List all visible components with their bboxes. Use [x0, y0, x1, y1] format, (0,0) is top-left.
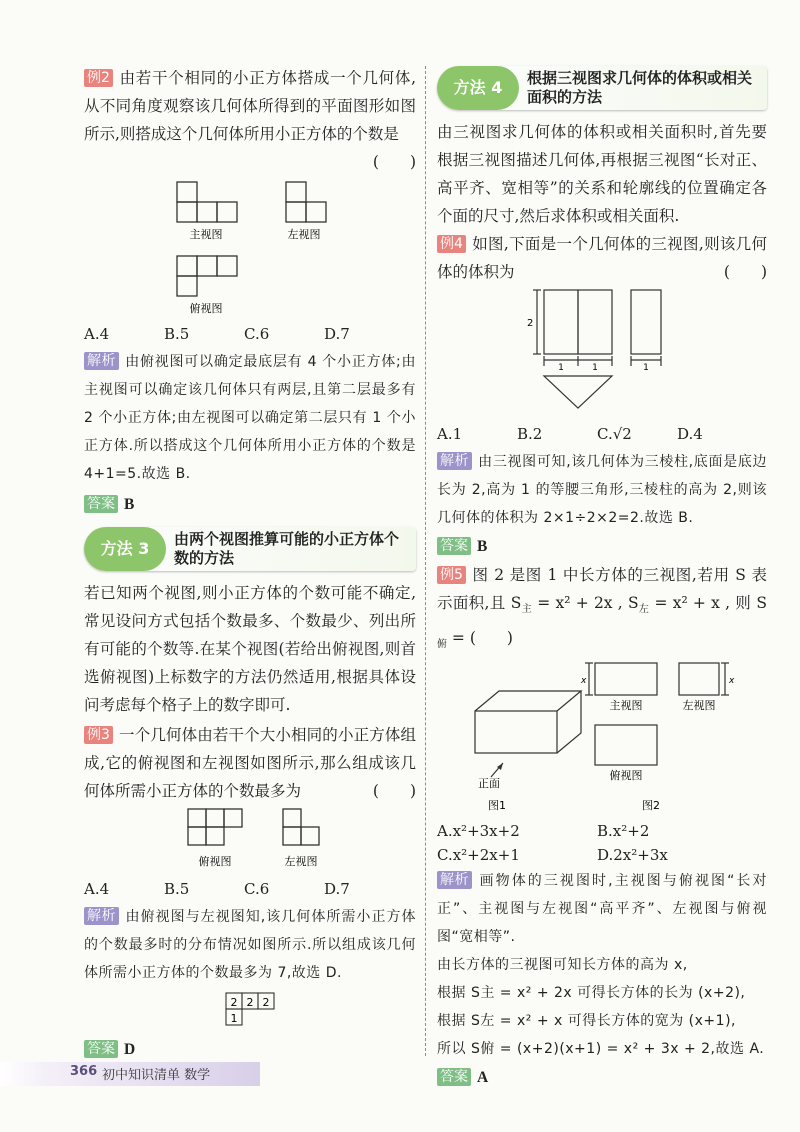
example-4-options: [437, 420, 767, 448]
caption-left-view: 左视图: [287, 228, 321, 241]
grid-number: 2: [230, 996, 238, 1009]
solution-line: 由长方体的三视图可知长方体的高为 x,: [437, 957, 688, 974]
grid-number: 1: [230, 1012, 238, 1025]
example-5-analysis: 解析 画物体的三视图时,主视图与俯视图“长对正”、主视图与左视图“高平齐”、左视图与俯视图“宽相等”.: [437, 872, 767, 946]
option-c: C.x²+2x+1: [437, 846, 520, 865]
example-tag: 例4: [437, 235, 466, 253]
example-3-options: [84, 875, 416, 903]
example-3-answer: [84, 1035, 416, 1064]
option-b: B.x²+2: [597, 822, 650, 841]
example-4: [437, 230, 767, 561]
answer-value: B: [124, 496, 135, 513]
grid-number: 2: [246, 996, 254, 1009]
example-tag: 例5: [437, 566, 466, 584]
dim-width: 1: [558, 363, 564, 373]
method-title: 根据三视图求几何体的体积或相关面积的方法: [527, 69, 753, 106]
option-a: A.x²+3x+2: [437, 822, 520, 841]
option-b: B.5: [164, 880, 190, 898]
example-3-analysis: 解析 由俯视图与左视图知,该几何体所需小正方体的个数最多时的分布情况如图所示.所以组成该几何体所需小正方体的个数最多为 7,故选 D.: [84, 908, 416, 981]
option-a: A.1: [437, 425, 463, 443]
option-b: B.5: [164, 325, 190, 343]
answer-value: A: [477, 1069, 489, 1087]
method-title: 由两个视图推算可能的小正方体个数的方法: [174, 530, 400, 567]
option-b: B.2: [517, 425, 543, 443]
caption-figure-1: 图1: [488, 799, 506, 813]
caption-left-view: 左视图: [284, 855, 318, 868]
grid-number: 2: [262, 996, 270, 1009]
option-c: C.√2: [597, 425, 632, 443]
dim-x: x: [581, 676, 587, 687]
example-3-question: 例3 一个几何体由若干个大小相同的小正方体组成,它的俯视图和左视图如图所示,那么组成该几何体所需小正方体的个数最多为 ( ): [84, 721, 416, 805]
method-4-header: [437, 66, 767, 110]
example-5-figure: [437, 659, 767, 815]
example-2-options: [84, 320, 416, 348]
option-c: C.6: [244, 325, 270, 343]
option-d: D.2x²+3x: [597, 846, 668, 865]
right-column: [437, 64, 767, 1092]
answer-paren: ( ): [372, 153, 416, 171]
answer-paren: ( ): [723, 263, 767, 281]
solution-line: 所以 S俯 = (x+2)(x+1) = x² + 3x + 2,故选 A.: [437, 1041, 765, 1058]
example-5-question: 例5 图 2 是图 1 中长方体的三视图,若用 S 表示面积,且 $S_主 = x^2 + 2x$ , $S_左 = x^2 + x$ , 则 $S_俯$ = ( ): [437, 566, 767, 651]
dim-height: 2: [527, 318, 534, 329]
method-3-text: 若已知两个视图,则小正方体的个数可能不确定,常见设问方式包括个数最多、个数最少、列出所有可能的个数等.在某个视图(若给出俯视图,则首选俯视图)上标数字的方法仍然适用,根据具体设问考虑每个格子上的数字即可.: [84, 584, 416, 714]
example-2-analysis: 解析 由俯视图可以确定最底层有 4 个小正方体;由主视图可以确定该几何体只有两层,且第二层最多有 2 个小正方体;由左视图可以确定第二层只有 1 个小正方体.所以搭成这个几何体所用小正方体的个数是 4+1=5.故选 B.: [84, 353, 416, 482]
answer-tag: 答案: [84, 1040, 118, 1058]
example-tag: 例2: [84, 69, 113, 87]
left-column: [84, 64, 416, 1064]
caption-figure-2: 图2: [642, 799, 660, 813]
example-4-question: 例4 如图,下面是一个几何体的三视图,则该几何体的体积为 ( ): [437, 230, 767, 286]
example-4-analysis: 解析 由三视图可知,该几何体为三棱柱,底面是底边长为 2,高为 1 的等腰三角形,三棱柱的高为 2,则该几何体的体积为 2×1÷2×2=2.故选 B.: [437, 453, 767, 526]
option-a: A.4: [84, 325, 110, 343]
example-3-figure: [84, 805, 416, 871]
option-d: D.7: [324, 325, 350, 343]
answer-value: B: [477, 538, 488, 555]
example-5-options-row-2: [437, 843, 767, 867]
method-tag: 方法 3: [84, 527, 166, 571]
caption-top-view: 俯视图: [189, 302, 223, 315]
method-tag: 方法 4: [437, 66, 519, 110]
caption-top-view: 俯视图: [198, 855, 232, 868]
example-5-options-row-1: [437, 819, 767, 843]
dim-width: 1: [643, 363, 649, 373]
column-divider: [425, 66, 426, 1056]
solution-line: 根据 S主 = x² + 2x 可得长方体的长为 (x+2),: [437, 985, 746, 1002]
example-2-figure: [84, 176, 416, 316]
example-4-answer: [437, 532, 767, 561]
example-5: [437, 561, 767, 1092]
option-c: C.6: [244, 880, 270, 898]
answer-paren: ( ): [372, 782, 416, 800]
page-number: 366: [70, 1064, 98, 1079]
example-2-answer: [84, 490, 416, 519]
analysis-tag: 解析: [84, 352, 119, 370]
example-2-question: 例2 由若干个相同的小正方体搭成一个几何体,从不同角度观察该几何体所得到的平面图形如图所示,则搭成这个几何体所用小正方体的个数是 ( ): [84, 64, 416, 148]
example-tag: 例3: [84, 726, 113, 744]
solution-line: 根据 S左 = x² + x 可得长方体的宽为 (x+1),: [437, 1013, 736, 1030]
example-4-figure: [437, 286, 767, 416]
caption-main-view: 主视图: [609, 699, 643, 713]
analysis-tag: 解析: [84, 907, 119, 925]
example-5-answer: [437, 1063, 767, 1092]
option-a: A.4: [84, 880, 110, 898]
analysis-tag: 解析: [437, 871, 472, 889]
caption-front: 正面: [478, 777, 500, 791]
answer-value: D: [124, 1041, 136, 1058]
example-3: [84, 721, 416, 1064]
example-2: [84, 64, 416, 519]
caption-top-view: 俯视图: [609, 769, 643, 783]
answer-tag: 答案: [437, 1068, 471, 1086]
answer-tag: 答案: [437, 537, 471, 555]
dim-x: x: [729, 676, 735, 687]
dim-width: 1: [592, 363, 598, 373]
answer-tag: 答案: [84, 495, 118, 513]
caption-main-view: 主视图: [189, 228, 223, 241]
caption-left-view: 左视图: [682, 699, 716, 713]
method-3-header: [84, 527, 416, 571]
example-3-number-grid: [84, 987, 416, 1031]
option-d: D.4: [677, 425, 703, 443]
option-d: D.7: [324, 880, 350, 898]
book-title: 初中知识清单 数学: [102, 1068, 211, 1083]
analysis-tag: 解析: [437, 452, 472, 470]
method-4-text: 由三视图求几何体的体积或相关面积时,首先要根据三视图描述几何体,再根据三视图“长对正、高平齐、宽相等”的关系和轮廓线的位置确定各个面的尺寸,然后求体积或相关面积.: [437, 123, 767, 225]
